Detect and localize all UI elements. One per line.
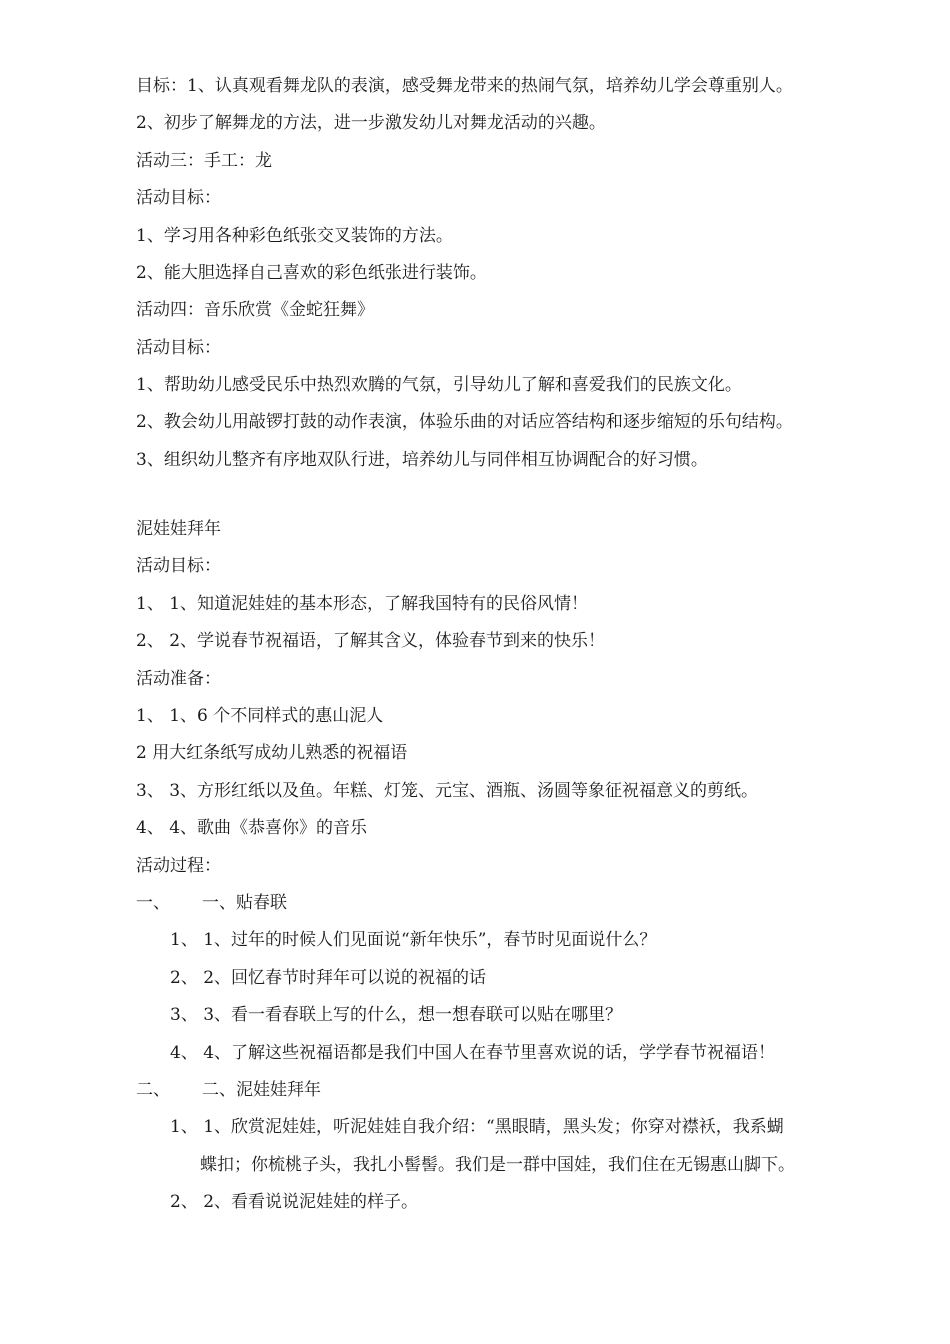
text-line: 活动目标： bbox=[136, 338, 221, 358]
text-line: 活动三：手工：龙 bbox=[136, 151, 272, 171]
step-title: 二、泥娃娃拜年 bbox=[202, 1080, 321, 1100]
text-line: 3、组织幼儿整齐有序地双队行进，培养幼儿与同伴相互协调配合的好习惯。 bbox=[136, 450, 708, 470]
step-heading bbox=[136, 1078, 321, 1102]
list-item: 2 用大红条纸写成幼儿熟悉的祝福语 bbox=[136, 743, 408, 763]
list-item: 1、 1、6 个不同样式的惠山泥人 bbox=[136, 706, 384, 726]
text-line: 2、教会幼儿用敲锣打鼓的动作表演，体验乐曲的对话应答结构和逐步缩短的乐句结构。 bbox=[136, 412, 793, 432]
list-item-continuation: 蝶扣；你梳桃子头，我扎小髻髻。我们是一群中国娃，我们住在无锡惠山脚下。 bbox=[200, 1155, 795, 1175]
text-line: 2、能大胆选择自己喜欢的彩色纸张进行装饰。 bbox=[136, 263, 487, 283]
step-heading bbox=[136, 891, 287, 915]
list-item: 1、 1、欣赏泥娃娃，听泥娃娃自我介绍：“黑眼睛，黑头发；你穿对襟袄，我系蝴 bbox=[170, 1117, 784, 1137]
text-line: 活动目标： bbox=[136, 188, 221, 208]
text-line: 1、学习用各种彩色纸张交叉装饰的方法。 bbox=[136, 226, 453, 246]
step-title: 一、贴春联 bbox=[202, 893, 287, 913]
list-item: 3、 3、看一看春联上写的什么，想一想春联可以贴在哪里？ bbox=[170, 1005, 623, 1025]
text-line: 活动准备： bbox=[136, 669, 221, 689]
text-line: 2、初步了解舞龙的方法，进一步激发幼儿对舞龙活动的兴趣。 bbox=[136, 113, 606, 133]
list-item: 2、 2、学说春节祝福语，了解其含义，体验春节到来的快乐！ bbox=[136, 631, 606, 651]
step-number: 一、 bbox=[136, 893, 170, 913]
list-item: 2、 2、回忆春节时拜年可以说的祝福的话 bbox=[170, 968, 487, 988]
list-item: 4、 4、了解这些祝福语都是我们中国人在春节里喜欢说的话，学学春节祝福语！ bbox=[170, 1043, 776, 1063]
text-line: 活动目标： bbox=[136, 556, 221, 576]
text-line: 目标：1、认真观看舞龙队的表演，感受舞龙带来的热闹气氛，培养幼儿学会尊重别人。 bbox=[136, 76, 793, 96]
section-title: 泥娃娃拜年 bbox=[136, 519, 221, 539]
list-item: 1、 1、知道泥娃娃的基本形态，了解我国特有的民俗风情！ bbox=[136, 594, 589, 614]
text-line: 活动四：音乐欣赏《金蛇狂舞》 bbox=[136, 300, 374, 320]
list-item: 2、 2、看看说说泥娃娃的样子。 bbox=[170, 1192, 419, 1212]
list-item: 1、 1、过年的时候人们见面说“新年快乐”，春节时见面说什么？ bbox=[170, 930, 657, 950]
list-item: 3、 3、方形红纸以及鱼。年糕、灯笼、元宝、酒瓶、汤圆等象征祝福意义的剪纸。 bbox=[136, 781, 759, 801]
step-number: 二、 bbox=[136, 1080, 170, 1100]
text-line: 1、帮助幼儿感受民乐中热烈欢腾的气氛，引导幼儿了解和喜爱我们的民族文化。 bbox=[136, 375, 742, 395]
list-item: 4、 4、歌曲《恭喜你》的音乐 bbox=[136, 818, 368, 838]
text-line: 活动过程： bbox=[136, 856, 221, 876]
